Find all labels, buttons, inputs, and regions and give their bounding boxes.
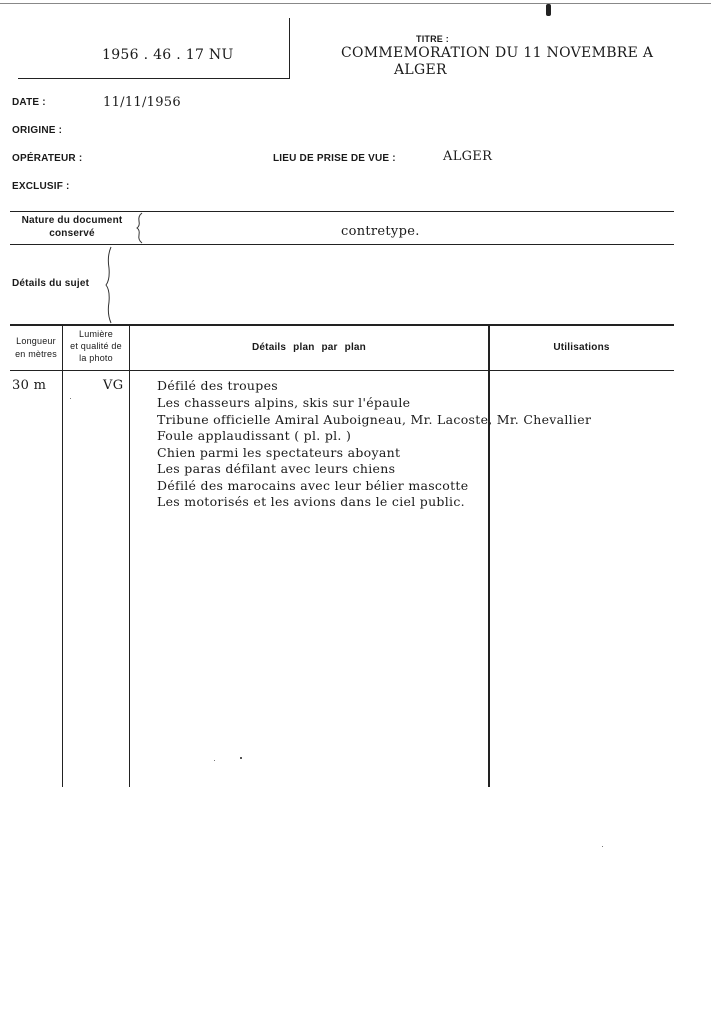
nature-label-line-2: conservé <box>49 228 95 239</box>
table-col-divider-1 <box>62 325 63 787</box>
nature-value: contretype. <box>341 224 420 239</box>
nature-top-rule <box>10 211 674 212</box>
shot-line: Chien parmi les spectateurs aboyant <box>157 445 401 460</box>
col-details-header: Détails plan par plan <box>251 342 366 353</box>
top-mark <box>546 4 551 16</box>
lieu-value: ALGER <box>443 149 493 164</box>
header-divider-horizontal <box>18 78 290 79</box>
nature-brace <box>136 212 144 244</box>
paper-speck <box>214 760 215 761</box>
origine-label: ORIGINE : <box>12 125 63 136</box>
table-col-divider-3 <box>488 325 490 787</box>
col-lumiere-line-3: la photo <box>79 353 113 363</box>
title-label: TITRE : <box>416 34 449 44</box>
title-line-1: COMMEMORATION DU 11 NOVEMBRE A <box>341 45 654 61</box>
shot-line: Défilé des troupes <box>157 378 278 393</box>
top-edge-line <box>0 3 711 4</box>
document-reference: 1956 . 46 . 17 NU <box>102 47 234 63</box>
exclusif-label: EXCLUSIF : <box>12 181 70 192</box>
table-col-divider-2 <box>129 325 130 787</box>
table-top-rule <box>10 324 674 326</box>
shot-line: Les chasseurs alpins, skis sur l'épaule <box>157 395 411 410</box>
details-sujet-brace <box>104 246 114 324</box>
table-header-rule <box>10 370 674 371</box>
longueur-value: 30 m <box>12 378 47 393</box>
col-longueur-line-1: Longueur <box>16 336 56 346</box>
col-lumiere-line-1: Lumière <box>79 329 113 339</box>
title-line-2: ALGER <box>394 62 447 78</box>
nature-label-line-1: Nature du document <box>21 215 123 226</box>
header-divider-vertical <box>289 18 290 78</box>
shot-line: Les motorisés et les avions dans le ciel public. <box>157 494 465 509</box>
nature-bottom-rule <box>10 244 674 245</box>
qualite-value: VG <box>103 378 124 393</box>
lieu-label: LIEU DE PRISE DE VUE : <box>273 153 396 164</box>
paper-speck <box>70 398 71 399</box>
shot-line: Défilé des marocains avec leur bélier mascotte <box>157 478 469 493</box>
date-value: 11/11/1956 <box>103 95 181 110</box>
col-longueur-line-2: en mètres <box>15 349 57 359</box>
shot-line: Les paras défilant avec leurs chiens <box>157 461 396 476</box>
col-lumiere-line-2: et qualité de <box>70 341 122 351</box>
paper-speck <box>240 757 242 759</box>
shot-line: Tribune officielle Amiral Auboigneau, Mr. Lacoste, Mr. Chevallier <box>157 412 592 427</box>
col-utilisations-header: Utilisations <box>553 342 610 353</box>
date-label: DATE : <box>12 97 46 108</box>
details-sujet-label: Détails du sujet <box>12 278 90 289</box>
operateur-label: OPÉRATEUR : <box>12 153 83 164</box>
shot-line: Foule applaudissant ( pl. pl. ) <box>157 428 352 443</box>
paper-speck <box>602 846 603 847</box>
